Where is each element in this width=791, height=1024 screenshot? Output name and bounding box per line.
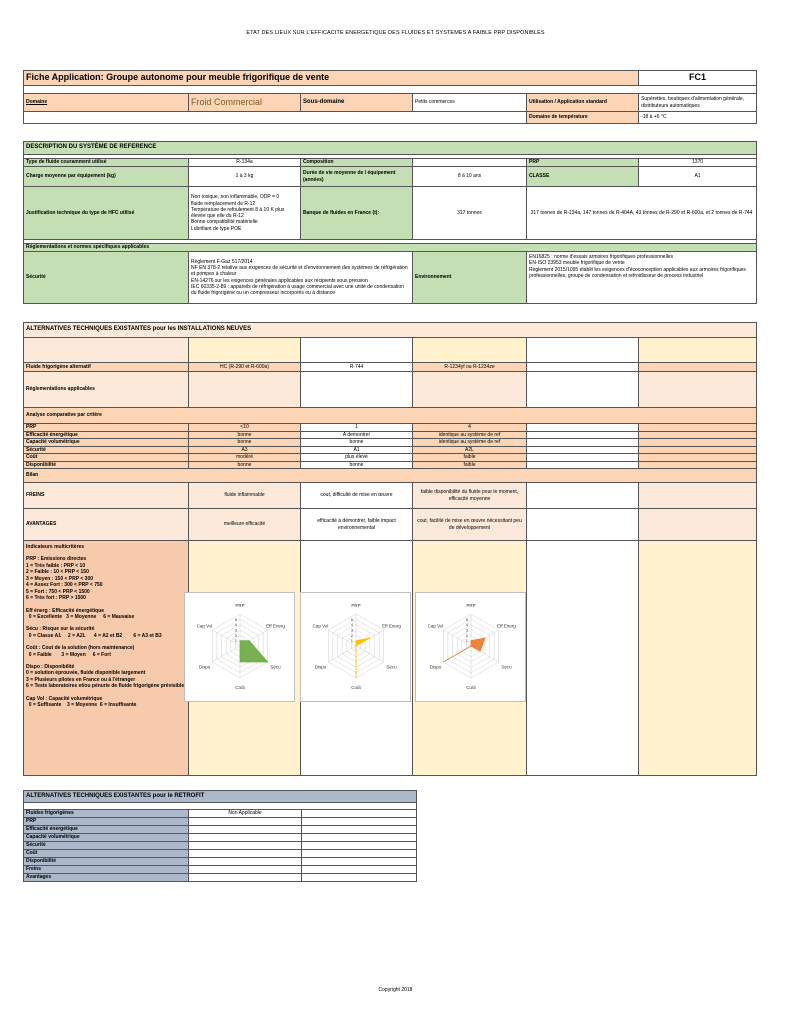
radar-axis-label: Eff Energ: [382, 623, 401, 629]
criterion-value: identique au système de ref: [413, 431, 527, 439]
criterion-value: A demontrer: [301, 431, 413, 439]
fluide-alt-4: [527, 363, 639, 372]
indicateur-line: Dispo : Disponibilité: [26, 663, 75, 670]
domaine-value: Froid Commercial: [189, 94, 301, 112]
retrofit-row-value: [302, 858, 417, 866]
retrofit-row-value: [189, 834, 302, 842]
reglementations-applicables-label: Réglementations applicables: [24, 372, 189, 408]
radar-axis-label: Cap Vol: [427, 623, 444, 629]
retrofit-row-value: [189, 850, 302, 858]
environnement-value: EN16825 : norme d'essais armoires frigorifiques professionnelles EN-ISO 23953 meuble frigorifique de vente Règlement 2015/1095 établit les exigences d'écoconception applicables aux armoires frigorifiques professionnelles, groupe de condensation et refroidisseur de process industriel: [527, 252, 757, 304]
criterion-label: Capacité volumétrique: [24, 439, 189, 447]
radar-tick-label: 1: [234, 638, 237, 644]
criterion-value: [527, 431, 639, 439]
criterion-value: bonne: [189, 431, 301, 439]
freins-label: FREINS: [24, 483, 189, 509]
indicateur-line: 0 = Excellente 3 = Moyenne 6 = Mauvaise: [26, 614, 135, 621]
copyright: Copyright 2018: [378, 987, 413, 993]
reference-table: [23, 141, 757, 304]
criterion-value: identique au système de ref: [413, 439, 527, 447]
criterion-value: faible: [413, 461, 527, 469]
radar-axis-label: Sécu: [270, 664, 281, 670]
radar-chart-1: [185, 593, 296, 703]
retrofit-row-value: [302, 810, 417, 818]
radar-tick-label: 4: [350, 622, 353, 628]
indicateur-line: 1 = Très faible : PRP < 10: [26, 562, 86, 569]
indicateur-line: 0 = Faible 3 = Moyen 6 = Fort: [26, 651, 111, 658]
radar-chart-3-frame: [415, 592, 526, 702]
criterion-value: 4: [413, 424, 527, 432]
retrofit-row-value: [189, 866, 302, 874]
radar-tick-label: 4: [234, 622, 237, 628]
utilisation-label: Utilisation / Application standard: [527, 94, 639, 112]
radar-chart-3: [416, 593, 527, 703]
indicateur-line: Sécu : Risque sur la sécurité: [26, 626, 95, 633]
criterion-value: [639, 424, 757, 432]
retrofit-row-value: [302, 818, 417, 826]
indicateur-line: 0 = Classe A1 2 = A2L 4 = A2 et B2 6 = A3 et B3: [26, 632, 162, 639]
criterion-value: bonne: [301, 461, 413, 469]
criterion-value: faible: [413, 454, 527, 462]
criterion-value: [527, 461, 639, 469]
fluide-alternatif-label: Fluide frigorigène alternatif: [24, 363, 189, 372]
fiche-table: [23, 70, 757, 124]
criterion-value: [639, 461, 757, 469]
criterion-value: [527, 439, 639, 447]
retrofit-row-label: Sécurité: [24, 842, 189, 850]
criterion-value: [527, 424, 639, 432]
criterion-value: 1: [301, 424, 413, 432]
fiche-title: Fiche Application: Groupe autonome pour meuble frigorifique de vente: [24, 71, 639, 86]
freins-value: fluide inflammable: [189, 483, 301, 509]
radar-chart-2: [301, 593, 412, 703]
retrofit-row-value: [302, 850, 417, 858]
indicateurs-legend: [24, 541, 189, 776]
criterion-value: modéré: [189, 454, 301, 462]
retrofit-section-title: ALTERNATIVES TECHNIQUES EXISTANTES pour le RETROFIT: [24, 791, 417, 803]
radar-tick-label: 3: [350, 627, 353, 633]
indicateur-line: Eff énerg : Efficacité énergétique: [26, 607, 105, 614]
radar-chart-2-frame: [300, 592, 411, 702]
radar-tick-label: 5: [350, 616, 353, 622]
criterion-value: [639, 454, 757, 462]
document-header: ETAT DES LIEUX SUR L'EFFICACITE ENERGETIQUE DES FLUIDES ET SYSTEMES A FAIBLE PRP DISPONIBLES: [246, 30, 545, 36]
retrofit-row-value: [302, 866, 417, 874]
indicateur-line: Cap Vol : Capacité volumétrique: [26, 695, 103, 702]
criterion-label: Disponibilité: [24, 461, 189, 469]
avantages-value: [639, 509, 757, 541]
fluide-alt-2: R-744: [301, 363, 413, 372]
indicateur-line: 6 = Très fort : PRP > 1500: [26, 595, 86, 602]
fluide-alt-1: HC (R-290 et R-600a): [189, 363, 301, 372]
avantages-value: cout, facilité de mise en œuvre nécessitant peu de développement: [413, 509, 527, 541]
bilan-label: Bilan: [24, 469, 757, 483]
classe-value: A1: [639, 167, 757, 187]
retrofit-row-label: Efficacité énergétique: [24, 826, 189, 834]
radar-axis-label: Eff Energ: [266, 623, 285, 629]
freins-value: faible disponibilité du fluide pour le moment, efficacité moyenne: [413, 483, 527, 509]
radar-tick-label: 1: [350, 638, 353, 644]
retrofit-row-label: Capacité volumétrique: [24, 834, 189, 842]
retrofit-row-value: [302, 826, 417, 834]
securite-value: Règlement F-Gaz 517/2014 NF EN 378-2 relative aux exigences de sécurité et d'environnement des systèmes de réfrigération et pompes à chaleur EN-14276 sur les exigences générales applicables aux récipients sous pression IEC 60335-2-89 : appareils de réfrigération à usage commercial avec une unité de condensation du fluide frigorigène ou un compresseur incorporés ou à distance: [189, 252, 413, 304]
justification-value: Non toxique, non inflammable, ODP = 0 fluide remplacement de R-12 Température de refoulement 8 à 10 K plus élevée que elle du R-12 Bonne compatibilité matérielle Lubrifiant de type POE: [189, 187, 301, 240]
temperature-label: Domaine de température: [527, 112, 639, 124]
criterion-value: plus élevé: [301, 454, 413, 462]
radar-series-area: [443, 638, 485, 662]
banque-detail: 317 tonnes de R-134a, 147 tonnes de R-404A, 43 tonnes de R-290 et R-600a, et 2 tonnes de R-744: [527, 187, 757, 240]
retrofit-row-value: [302, 874, 417, 882]
prp-label: PRP: [527, 159, 639, 167]
radar-tick-label: 2: [465, 632, 468, 638]
duree-value: 8 à 10 ans: [413, 167, 527, 187]
charge-value: 1 à 3 kg: [189, 167, 301, 187]
criterion-value: [527, 446, 639, 454]
reglementations-section-title: Réglementations et normes spécifiques applicables: [24, 244, 757, 252]
radar-tick-label: 2: [234, 632, 237, 638]
avantages-value: efficacité à démontrer, faible impact environnemental: [301, 509, 413, 541]
empty-cell: [24, 112, 527, 124]
justification-label: Justification technique du type de HFC utilisé: [24, 187, 189, 240]
radar-axis-label: Cap Vol: [196, 623, 213, 629]
freins-value: [527, 483, 639, 509]
environnement-label: Environnement: [413, 252, 527, 304]
retrofit-row-value: [302, 842, 417, 850]
criterion-value: A1: [301, 446, 413, 454]
radar-axis-label: Dispo: [429, 664, 442, 670]
radar-axis-label: Sécu: [501, 664, 512, 670]
radar-chart-1-frame: [184, 592, 295, 702]
classe-label: CLASSE: [527, 167, 639, 187]
radar-tick-label: 4: [465, 622, 468, 628]
avantages-value: [527, 509, 639, 541]
banque-value: 317 tonnes: [413, 187, 527, 240]
criterion-value: <10: [189, 424, 301, 432]
alternatives-section-title: ALTERNATIVES TECHNIQUES EXISTANTES pour les INSTALLATIONS NEUVES: [24, 323, 757, 338]
criterion-value: A2L: [413, 446, 527, 454]
freins-value: [639, 483, 757, 509]
indicateur-line: 3 = Plusieurs pilotes en France ou à l'étranger: [26, 676, 136, 683]
fluide-label: Type de fluide couramment utilisé: [24, 159, 189, 167]
criterion-value: A3: [189, 446, 301, 454]
radar-axis-label: PRP: [466, 603, 476, 608]
criterion-value: bonne: [189, 461, 301, 469]
charge-label: Charge moyenne par équipement (kg): [24, 167, 189, 187]
radar-axis-label: Dispo: [314, 664, 327, 670]
criterion-value: [527, 454, 639, 462]
criterion-label: Efficacité énergétique: [24, 431, 189, 439]
radar-axis-label: Coût: [466, 685, 476, 690]
composition-label: Composition: [301, 159, 413, 167]
radar-tick-label: 5: [234, 616, 237, 622]
criterion-label: Sécurité: [24, 446, 189, 454]
indicateur-line: Coût : Cout de la solution (hors maintenance): [26, 645, 135, 652]
retrofit-row-value: [302, 834, 417, 842]
reference-section-title: DESCRIPTION DU SYSTÈME DE REFERENCE: [24, 142, 757, 155]
fluide-value: R-134a: [189, 159, 301, 167]
retrofit-row-value: [189, 874, 302, 882]
domaine-label: Domaine: [24, 94, 189, 112]
radar-axis-label: Dispo: [198, 664, 211, 670]
retrofit-row-value: Non Applicable: [189, 810, 302, 818]
indicateur-line: 5 = Fort : 750 < PRP < 1500: [26, 588, 90, 595]
banque-label: Banque de fluides en France (t):: [301, 187, 413, 240]
radar-axis-label: PRP: [351, 603, 361, 608]
composition-value: [413, 159, 527, 167]
criterion-value: [639, 446, 757, 454]
indicateur-line: 2 = Faible : 10 < PRP < 150: [26, 569, 89, 576]
radar-axis-label: PRP: [235, 603, 245, 608]
temperature-value: -18 à +6 °C: [639, 112, 757, 124]
retrofit-row-label: Fluides frigorigènes: [24, 810, 189, 818]
retrofit-row-value: [189, 858, 302, 866]
radar-axis-label: Sécu: [386, 664, 397, 670]
indicateur-line: 3 = Moyen : 150 < PRP < 300: [26, 575, 94, 582]
radar-tick-label: 5: [465, 616, 468, 622]
radar-axis-label: Cap Vol: [312, 623, 329, 629]
indicateur-line: PRP : Emissions directes: [26, 556, 87, 563]
retrofit-row-label: Freins: [24, 866, 189, 874]
radar-axis-label: Coût: [235, 685, 245, 690]
indicateur-line: 0 = Suffisante 3 = Moyenne 6 = Insuffisante: [26, 702, 137, 709]
alternatives-table: [23, 322, 757, 776]
utilisation-value: Supérettes, boutiques d'alimentation générale, distributeurs automatiques: [639, 94, 757, 112]
retrofit-row-label: Avantages: [24, 874, 189, 882]
retrofit-row-value: [189, 842, 302, 850]
indicateur-line: 0 = solution éprouvée, fluide disponible largement: [26, 670, 146, 677]
radar-tick-label: 3: [234, 627, 237, 633]
radar-tick-label: 3: [465, 627, 468, 633]
indicateur-line: 6 = Tests laboratoires et/ou pénurie de fluide frigorigène prévisible: [26, 683, 185, 690]
criterion-label: Coût: [24, 454, 189, 462]
criterion-value: bonne: [189, 439, 301, 447]
prp-value: 1370: [639, 159, 757, 167]
criterion-value: [639, 431, 757, 439]
retrofit-table: [23, 790, 417, 882]
analyse-label: Analyse comparative par critère: [24, 408, 757, 424]
radar-tick-label: 2: [350, 632, 353, 638]
fluide-alt-3: R-1234yf ou R-1234ze: [413, 363, 527, 372]
sous-domaine-value: Petits commerces: [413, 94, 527, 112]
retrofit-row-value: [189, 818, 302, 826]
criterion-label: PRP: [24, 424, 189, 432]
fluide-alt-5: [639, 363, 757, 372]
sous-domaine-label: Sous-domaine: [301, 94, 413, 112]
fiche-code: FC1: [639, 71, 757, 86]
freins-value: cout, difficulté de mise en œuvre: [301, 483, 413, 509]
criterion-value: bonne: [301, 439, 413, 447]
radar-axis-label: Coût: [351, 685, 361, 690]
radar-tick-label: 1: [465, 638, 468, 644]
securite-label: Sécurité: [24, 252, 189, 304]
duree-label: Durée de vie moyenne de l équipement (années): [301, 167, 413, 187]
criterion-value: [639, 439, 757, 447]
retrofit-row-label: Disponibilité: [24, 858, 189, 866]
indicateur-line: 4 = Assez Fort : 300 < PRP < 750: [26, 582, 103, 589]
radar-axis-label: Eff Energ: [497, 623, 516, 629]
avantages-label: AVANTAGES: [24, 509, 189, 541]
retrofit-row-label: PRP: [24, 818, 189, 826]
avantages-value: meilleure efficacité: [189, 509, 301, 541]
retrofit-row-value: [189, 826, 302, 834]
retrofit-row-label: Coût: [24, 850, 189, 858]
indicateur-line: Indicateurs multicritères: [26, 544, 85, 550]
